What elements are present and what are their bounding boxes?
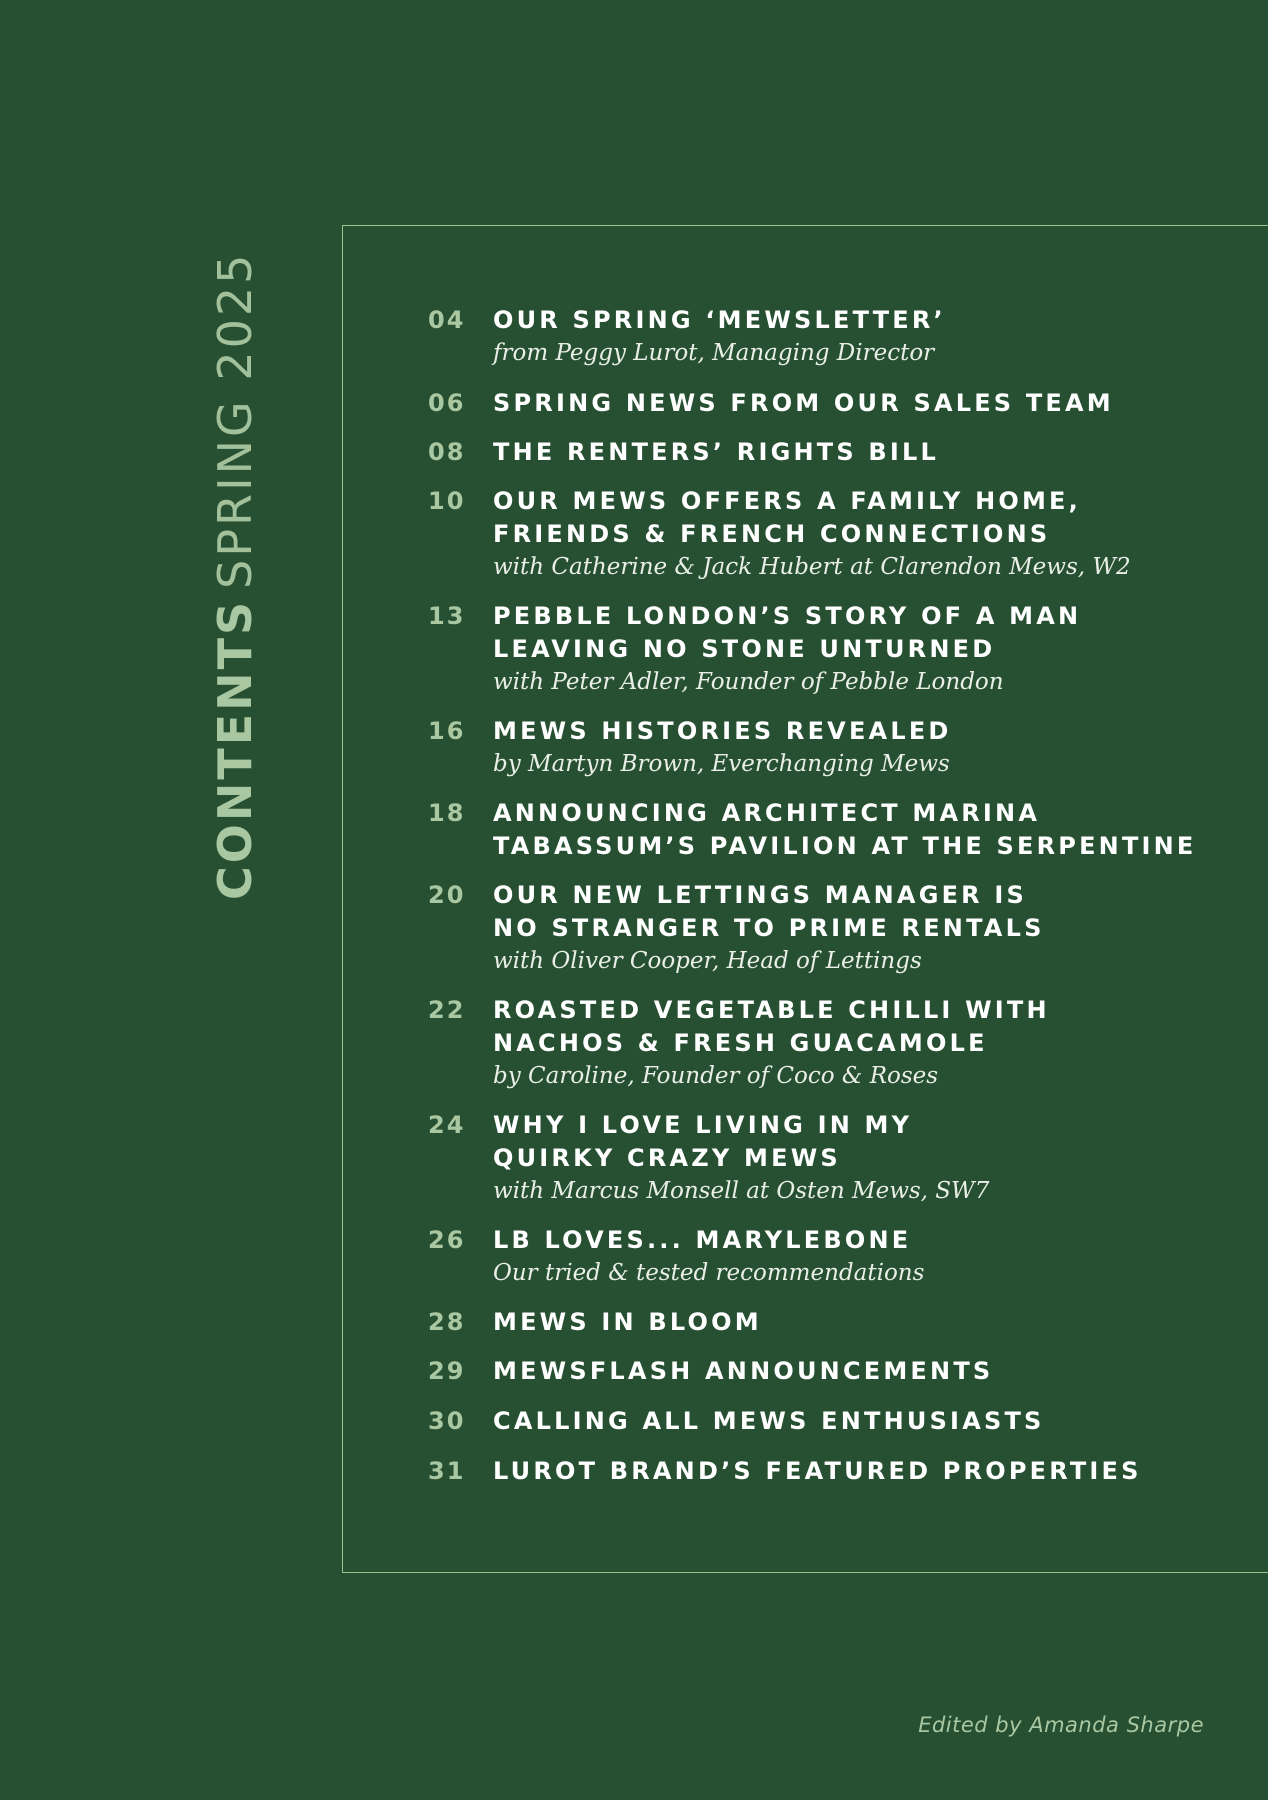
toc-entry[interactable] xyxy=(428,387,1228,420)
toc-entry[interactable] xyxy=(428,1355,1228,1388)
entry-title: OUR SPRING ‘MEWSLETTER’ xyxy=(493,306,946,334)
entry-title: MEWSFLASH ANNOUNCEMENTS xyxy=(493,1357,994,1385)
page-number: 30 xyxy=(428,1407,466,1435)
entry-title: TABASSUM’S PAVILION AT THE SERPENTINE xyxy=(493,832,1197,860)
entry-body xyxy=(493,1455,1228,1488)
page-number: 24 xyxy=(428,1111,466,1139)
page-number: 10 xyxy=(428,487,466,515)
entry-byline: by Martyn Brown, Everchanging Mews xyxy=(493,751,950,777)
editor-credit: Edited by Amanda Sharpe xyxy=(918,1713,1204,1737)
page-number: 06 xyxy=(428,389,466,417)
entry-byline: by Caroline, Founder of Coco & Roses xyxy=(493,1063,939,1089)
entry-title: NACHOS & FRESH GUACAMOLE xyxy=(493,1029,988,1057)
entry-title: MEWS IN BLOOM xyxy=(493,1308,762,1336)
toc-entry[interactable] xyxy=(428,715,1228,781)
entry-title: NO STRANGER TO PRIME RENTALS xyxy=(493,914,1045,942)
entry-byline: with Oliver Cooper, Head of Lettings xyxy=(493,948,922,974)
entry-title: PEBBLE LONDON’S STORY OF A MAN xyxy=(493,602,1082,630)
side-title-season: SPRING 2025 xyxy=(208,251,262,589)
entry-body xyxy=(493,715,1228,781)
entry-body xyxy=(493,600,1228,699)
entry-title: QUIRKY CRAZY MEWS xyxy=(493,1144,841,1172)
entry-title: ROASTED VEGETABLE CHILLI WITH xyxy=(493,996,1050,1024)
toc-entry[interactable] xyxy=(428,1455,1228,1488)
toc-entry[interactable] xyxy=(428,436,1228,469)
page-number: 13 xyxy=(428,602,466,630)
entry-body xyxy=(493,1306,1228,1339)
page-number: 31 xyxy=(428,1457,466,1485)
toc-entry[interactable] xyxy=(428,1306,1228,1339)
page-number: 16 xyxy=(428,717,466,745)
entry-body xyxy=(493,1405,1228,1438)
entry-body xyxy=(493,485,1228,584)
entry-body xyxy=(493,387,1228,420)
entry-body xyxy=(493,304,1228,370)
page-number: 08 xyxy=(428,438,466,466)
entry-title: SPRING NEWS FROM OUR SALES TEAM xyxy=(493,389,1114,417)
side-title-contents: CONTENTS xyxy=(208,598,262,900)
side-title xyxy=(208,251,262,900)
toc-entry[interactable] xyxy=(428,994,1228,1093)
toc-entry[interactable] xyxy=(428,1109,1228,1208)
entry-body xyxy=(493,1355,1228,1388)
page-number: 22 xyxy=(428,996,466,1024)
toc-entry[interactable] xyxy=(428,797,1228,863)
entry-title: OUR NEW LETTINGS MANAGER IS xyxy=(493,881,1028,909)
entry-title: ANNOUNCING ARCHITECT MARINA xyxy=(493,799,1041,827)
table-of-contents xyxy=(428,304,1228,1504)
entry-title: LUROT BRAND’S FEATURED PROPERTIES xyxy=(493,1457,1142,1485)
page-number: 29 xyxy=(428,1357,466,1385)
entry-body xyxy=(493,797,1228,863)
entry-title: THE RENTERS’ RIGHTS BILL xyxy=(493,438,939,466)
entry-body xyxy=(493,1109,1228,1208)
toc-entry[interactable] xyxy=(428,600,1228,699)
entry-title: WHY I LOVE LIVING IN MY xyxy=(493,1111,913,1139)
page-number: 28 xyxy=(428,1308,466,1336)
toc-entry[interactable] xyxy=(428,485,1228,584)
page-number: 04 xyxy=(428,306,466,334)
entry-byline: Our tried & tested recommendations xyxy=(493,1260,925,1286)
entry-title: LB LOVES... MARYLEBONE xyxy=(493,1226,912,1254)
entry-title: FRIENDS & FRENCH CONNECTIONS xyxy=(493,520,1051,548)
toc-entry[interactable] xyxy=(428,879,1228,978)
toc-entry[interactable] xyxy=(428,304,1228,370)
toc-entry[interactable] xyxy=(428,1405,1228,1438)
entry-body xyxy=(493,994,1228,1093)
entry-title: MEWS HISTORIES REVEALED xyxy=(493,717,952,745)
entry-byline: from Peggy Lurot, Managing Director xyxy=(493,340,935,366)
entry-byline: with Peter Adler, Founder of Pebble London xyxy=(493,669,1004,695)
entry-byline: with Catherine & Jack Hubert at Clarendon Mews, W2 xyxy=(493,554,1131,580)
toc-entry[interactable] xyxy=(428,1224,1228,1290)
page-number: 20 xyxy=(428,881,466,909)
entry-byline: with Marcus Monsell at Osten Mews, SW7 xyxy=(493,1178,990,1204)
entry-body xyxy=(493,436,1228,469)
entry-title: OUR MEWS OFFERS A FAMILY HOME, xyxy=(493,487,1081,515)
entry-body xyxy=(493,1224,1228,1290)
page-number: 18 xyxy=(428,799,466,827)
entry-body xyxy=(493,879,1228,978)
entry-title: LEAVING NO STONE UNTURNED xyxy=(493,635,996,663)
page-number: 26 xyxy=(428,1226,466,1254)
entry-title: CALLING ALL MEWS ENTHUSIASTS xyxy=(493,1407,1045,1435)
